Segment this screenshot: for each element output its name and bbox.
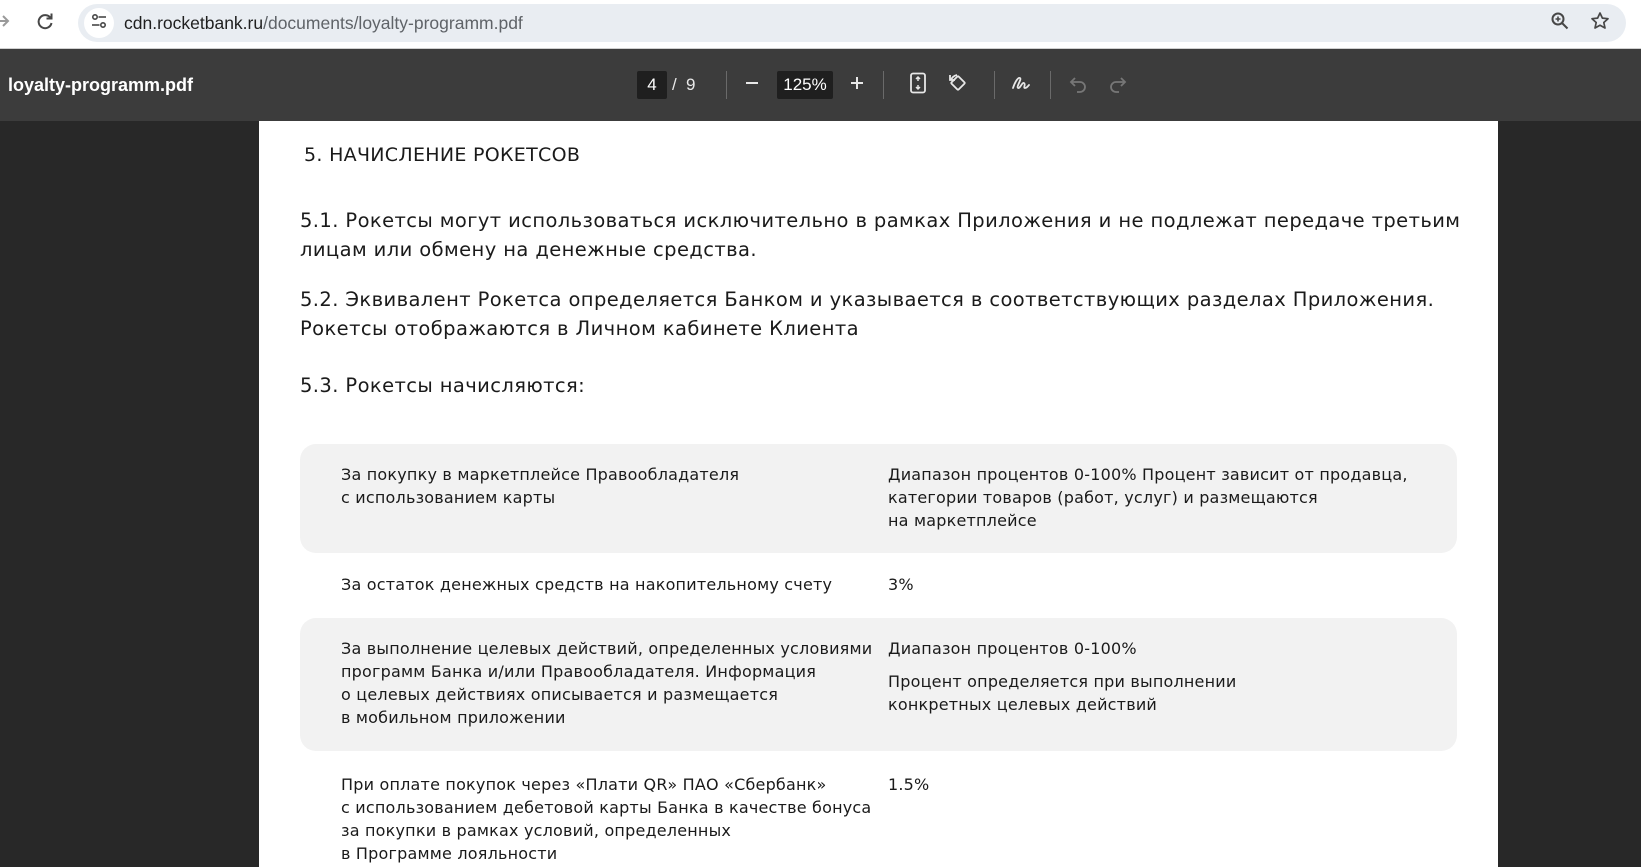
annotate-button[interactable]: [1005, 69, 1037, 101]
rotate-counterclockwise-icon: [947, 72, 969, 98]
fit-page-icon: [908, 72, 928, 98]
table-cell-rate: [888, 773, 1428, 796]
pdf-toolbar: [0, 49, 1641, 121]
paragraph-line: лицам или обмену на денежные средства.: [300, 238, 757, 261]
paragraph-line: 5.3. Рокетсы начисляются:: [300, 374, 586, 397]
cell-line: Диапазон процентов 0-100% Процент зависит от продавца,: [888, 465, 1408, 484]
rotate-button[interactable]: [942, 69, 974, 101]
table-row: [300, 618, 1457, 751]
redo-button[interactable]: [1102, 69, 1134, 101]
arrow-right-icon: [0, 11, 13, 35]
forward-button[interactable]: [0, 6, 20, 40]
cell-line: программ Банка и/или Правообладателя. Информация: [341, 662, 817, 681]
table-cell-rate: [888, 637, 1428, 716]
browser-toolbar: [0, 0, 1641, 49]
toolbar-divider: [994, 71, 995, 99]
paragraph-5-1: [300, 206, 1460, 264]
cell-line: За покупку в маркетплейсе Правообладателя: [341, 465, 740, 484]
plus-icon: [848, 74, 866, 96]
paragraph-line: 5.1. Рокетсы могут использоваться исключительно в рамках Приложения и не подлежат передаче третьим: [300, 209, 1461, 232]
cell-line: Диапазон процентов 0-100%: [888, 639, 1137, 658]
cell-line: При оплате покупок через «Плати QR» ПАО «Сбербанк»: [341, 775, 827, 794]
url-path: /documents/loyalty-programm.pdf: [263, 13, 523, 33]
table-row: [300, 553, 1457, 617]
minus-icon: [743, 74, 761, 96]
page-number-input[interactable]: 4: [637, 71, 667, 99]
page-separator: /: [672, 75, 677, 94]
page-total: 9: [686, 75, 696, 94]
toolbar-divider: [1050, 71, 1051, 99]
cell-line: 3%: [888, 575, 914, 594]
cell-line: за покупки в рамках условий, определенных: [341, 821, 732, 840]
table-cell-condition: [341, 573, 881, 596]
paragraph-line: 5.2. Эквивалент Рокетса определяется Банком и указывается в соответствующих разделах Приложения.: [300, 288, 1435, 311]
draw-signature-icon: [1010, 72, 1032, 98]
undo-icon: [1068, 73, 1088, 97]
star-icon: [1590, 11, 1610, 35]
cell-line: с использованием дебетовой карты Банка в качестве бонуса: [341, 798, 872, 817]
zoom-in-magnifier-icon: [1550, 11, 1570, 35]
zoom-in-button[interactable]: [841, 69, 873, 101]
toolbar-divider: [883, 71, 884, 99]
zoom-indicator-button[interactable]: [1548, 11, 1572, 35]
cell-line: Процент определяется при выполнении: [888, 672, 1237, 691]
cell-line: о целевых действиях описывается и размещается: [341, 685, 779, 704]
bookmark-button[interactable]: [1588, 11, 1612, 35]
table-row: [300, 751, 1457, 867]
cell-line: с использованием карты: [341, 488, 556, 507]
paragraph-5-2: [300, 285, 1460, 343]
table-cell-condition: [341, 773, 881, 865]
table-cell-rate: [888, 463, 1428, 532]
document-title: loyalty-programm.pdf: [8, 75, 194, 95]
paragraph-5-3: [300, 371, 1460, 400]
cell-line: За остаток денежных средств на накопительному счету: [341, 575, 833, 594]
url-domain: cdn.rocketbank.ru: [124, 13, 264, 33]
cell-line: в мобильном приложении: [341, 708, 566, 727]
section-heading: 5. НАЧИСЛЕНИЕ РОКЕТСОВ: [304, 144, 581, 166]
undo-button[interactable]: [1062, 69, 1094, 101]
fit-to-page-button[interactable]: [902, 69, 934, 101]
reload-button[interactable]: [28, 6, 62, 40]
address-bar[interactable]: [78, 4, 1626, 42]
url-text[interactable]: [124, 4, 523, 42]
reload-icon: [35, 11, 55, 35]
zoom-level-input[interactable]: 125%: [777, 71, 833, 99]
pdf-viewer[interactable]: [0, 121, 1641, 867]
cell-line: За выполнение целевых действий, определенных условиями: [341, 639, 873, 658]
cell-line: конкретных целевых действий: [888, 695, 1158, 714]
paragraph-line: Рокетсы отображаются в Личном кабинете Клиента: [300, 317, 859, 340]
table-cell-condition: [341, 637, 881, 729]
cell-line: категории товаров (работ, услуг) и размещаются: [888, 488, 1318, 507]
redo-icon: [1108, 73, 1128, 97]
table-cell-rate: [888, 573, 1428, 596]
tune-icon: [90, 12, 108, 34]
cell-line: 1.5%: [888, 775, 930, 794]
toolbar-divider: [726, 71, 727, 99]
cell-line: на маркетплейсе: [888, 511, 1037, 530]
table-cell-condition: [341, 463, 881, 509]
zoom-out-button[interactable]: [736, 69, 768, 101]
pdf-page: [259, 121, 1498, 867]
site-info-button[interactable]: [84, 8, 114, 38]
cell-line: в Программе лояльности: [341, 844, 558, 863]
table-row: [300, 444, 1457, 553]
